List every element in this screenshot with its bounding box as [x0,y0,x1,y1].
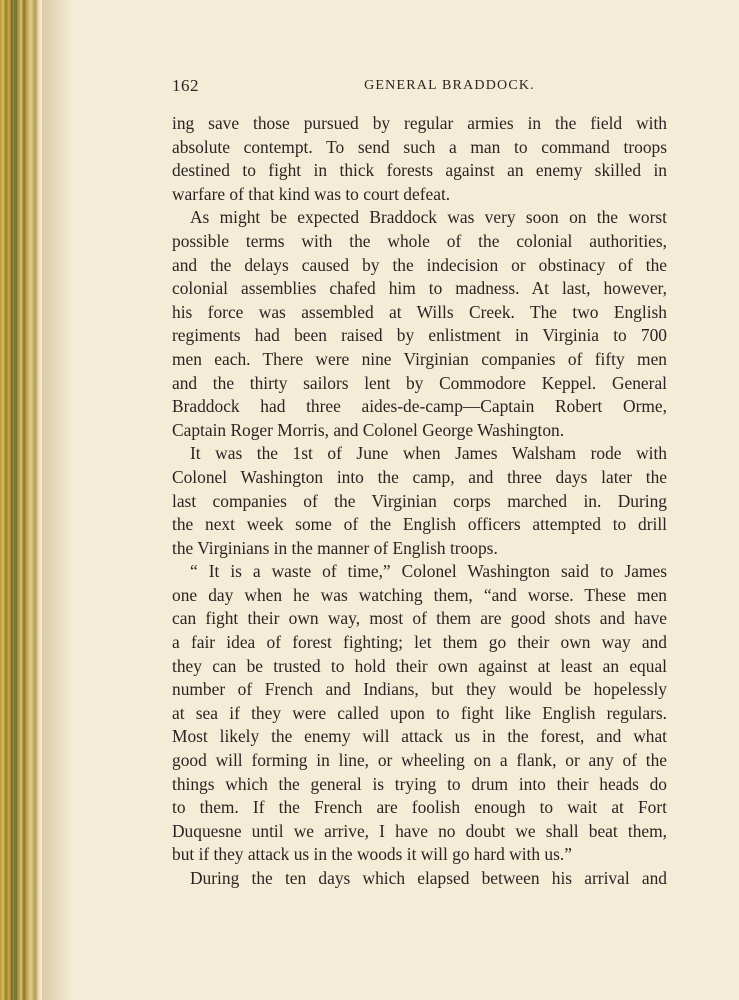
text-line: a fair idea of forest fighting; let them go their own way and [172,632,667,653]
text-line: Captain Roger Morris, and Colonel George Washington. [172,419,565,440]
text-line: the Virginians in the manner of English troops. [172,537,498,558]
text-line: his force was assembled at Wills Creek. The two English [172,301,667,322]
text-line: possible terms with the whole of the colonial authorities, [172,230,667,251]
page-number: 162 [172,76,199,95]
text-line: ing save those pursued by regular armies in the field with [172,113,667,133]
text-line: “ It is a waste of time,” Colonel Washington said to James [190,561,667,582]
text-line: warfare of that kind was to court defeat. [172,183,451,204]
text-line: at sea if they were called upon to fight like English regulars. [172,702,667,723]
text-line: but if they attack us in the woods it will go hard with us.” [172,844,572,865]
text-line: and the delays caused by the indecision or obstinacy of the [172,254,667,275]
text-line: colonial assemblies chafed him to madness. At last, however, [172,278,667,299]
text-line: As might be expected Braddock was very soon on the worst [190,207,667,228]
book-binding-edge [0,0,42,1000]
text-line: number of French and Indians, but they would be hopelessly [172,679,667,700]
text-line: regiments had been raised by enlistment in Virginia to 700 [172,325,667,346]
text-line: they can be trusted to hold their own against at least an equal [172,655,667,676]
text-line: the next week some of the English officers attempted to drill [172,514,667,535]
text-line: and the thirty sailors lent by Commodore Keppel. General [172,372,667,393]
text-line: Most likely the enemy will attack us in the forest, and what [172,726,667,747]
text-line: to them. If the French are foolish enough to wait at Fort [172,797,667,818]
text-line: During the ten days which elapsed between his arrival and [190,868,667,888]
text-line: absolute contempt. To send such a man to command troops [172,136,667,157]
text-line: last companies of the Virginian corps marched in. During [172,490,667,511]
text-line: Duquesne until we arrive, I have no doubt we shall beat them, [172,820,667,841]
text-line: good will forming in line, or wheeling on a flank, or any of the [172,750,667,771]
gutter-shadow [42,0,72,1000]
text-line: Colonel Washington into the camp, and three days later the [172,466,667,487]
text-line: things which the general is trying to drum into their heads do [172,773,667,794]
running-title: GENERAL BRADDOCK. [364,78,535,93]
page-body [172,112,667,891]
text-line: one day when he was watching them, “and worse. These men [172,584,667,605]
text-line: can fight their own way, most of them are good shots and have [172,608,667,629]
text-line: destined to fight in thick forests against an enemy skilled in [172,160,667,181]
text-line: Braddock had three aides-de-camp—Captain Robert Orme, [172,396,667,417]
text-line: It was the 1st of June when James Walsham rode with [190,443,667,464]
page-header [172,76,667,100]
text-line: men each. There were nine Virginian companies of fifty men [172,348,667,369]
